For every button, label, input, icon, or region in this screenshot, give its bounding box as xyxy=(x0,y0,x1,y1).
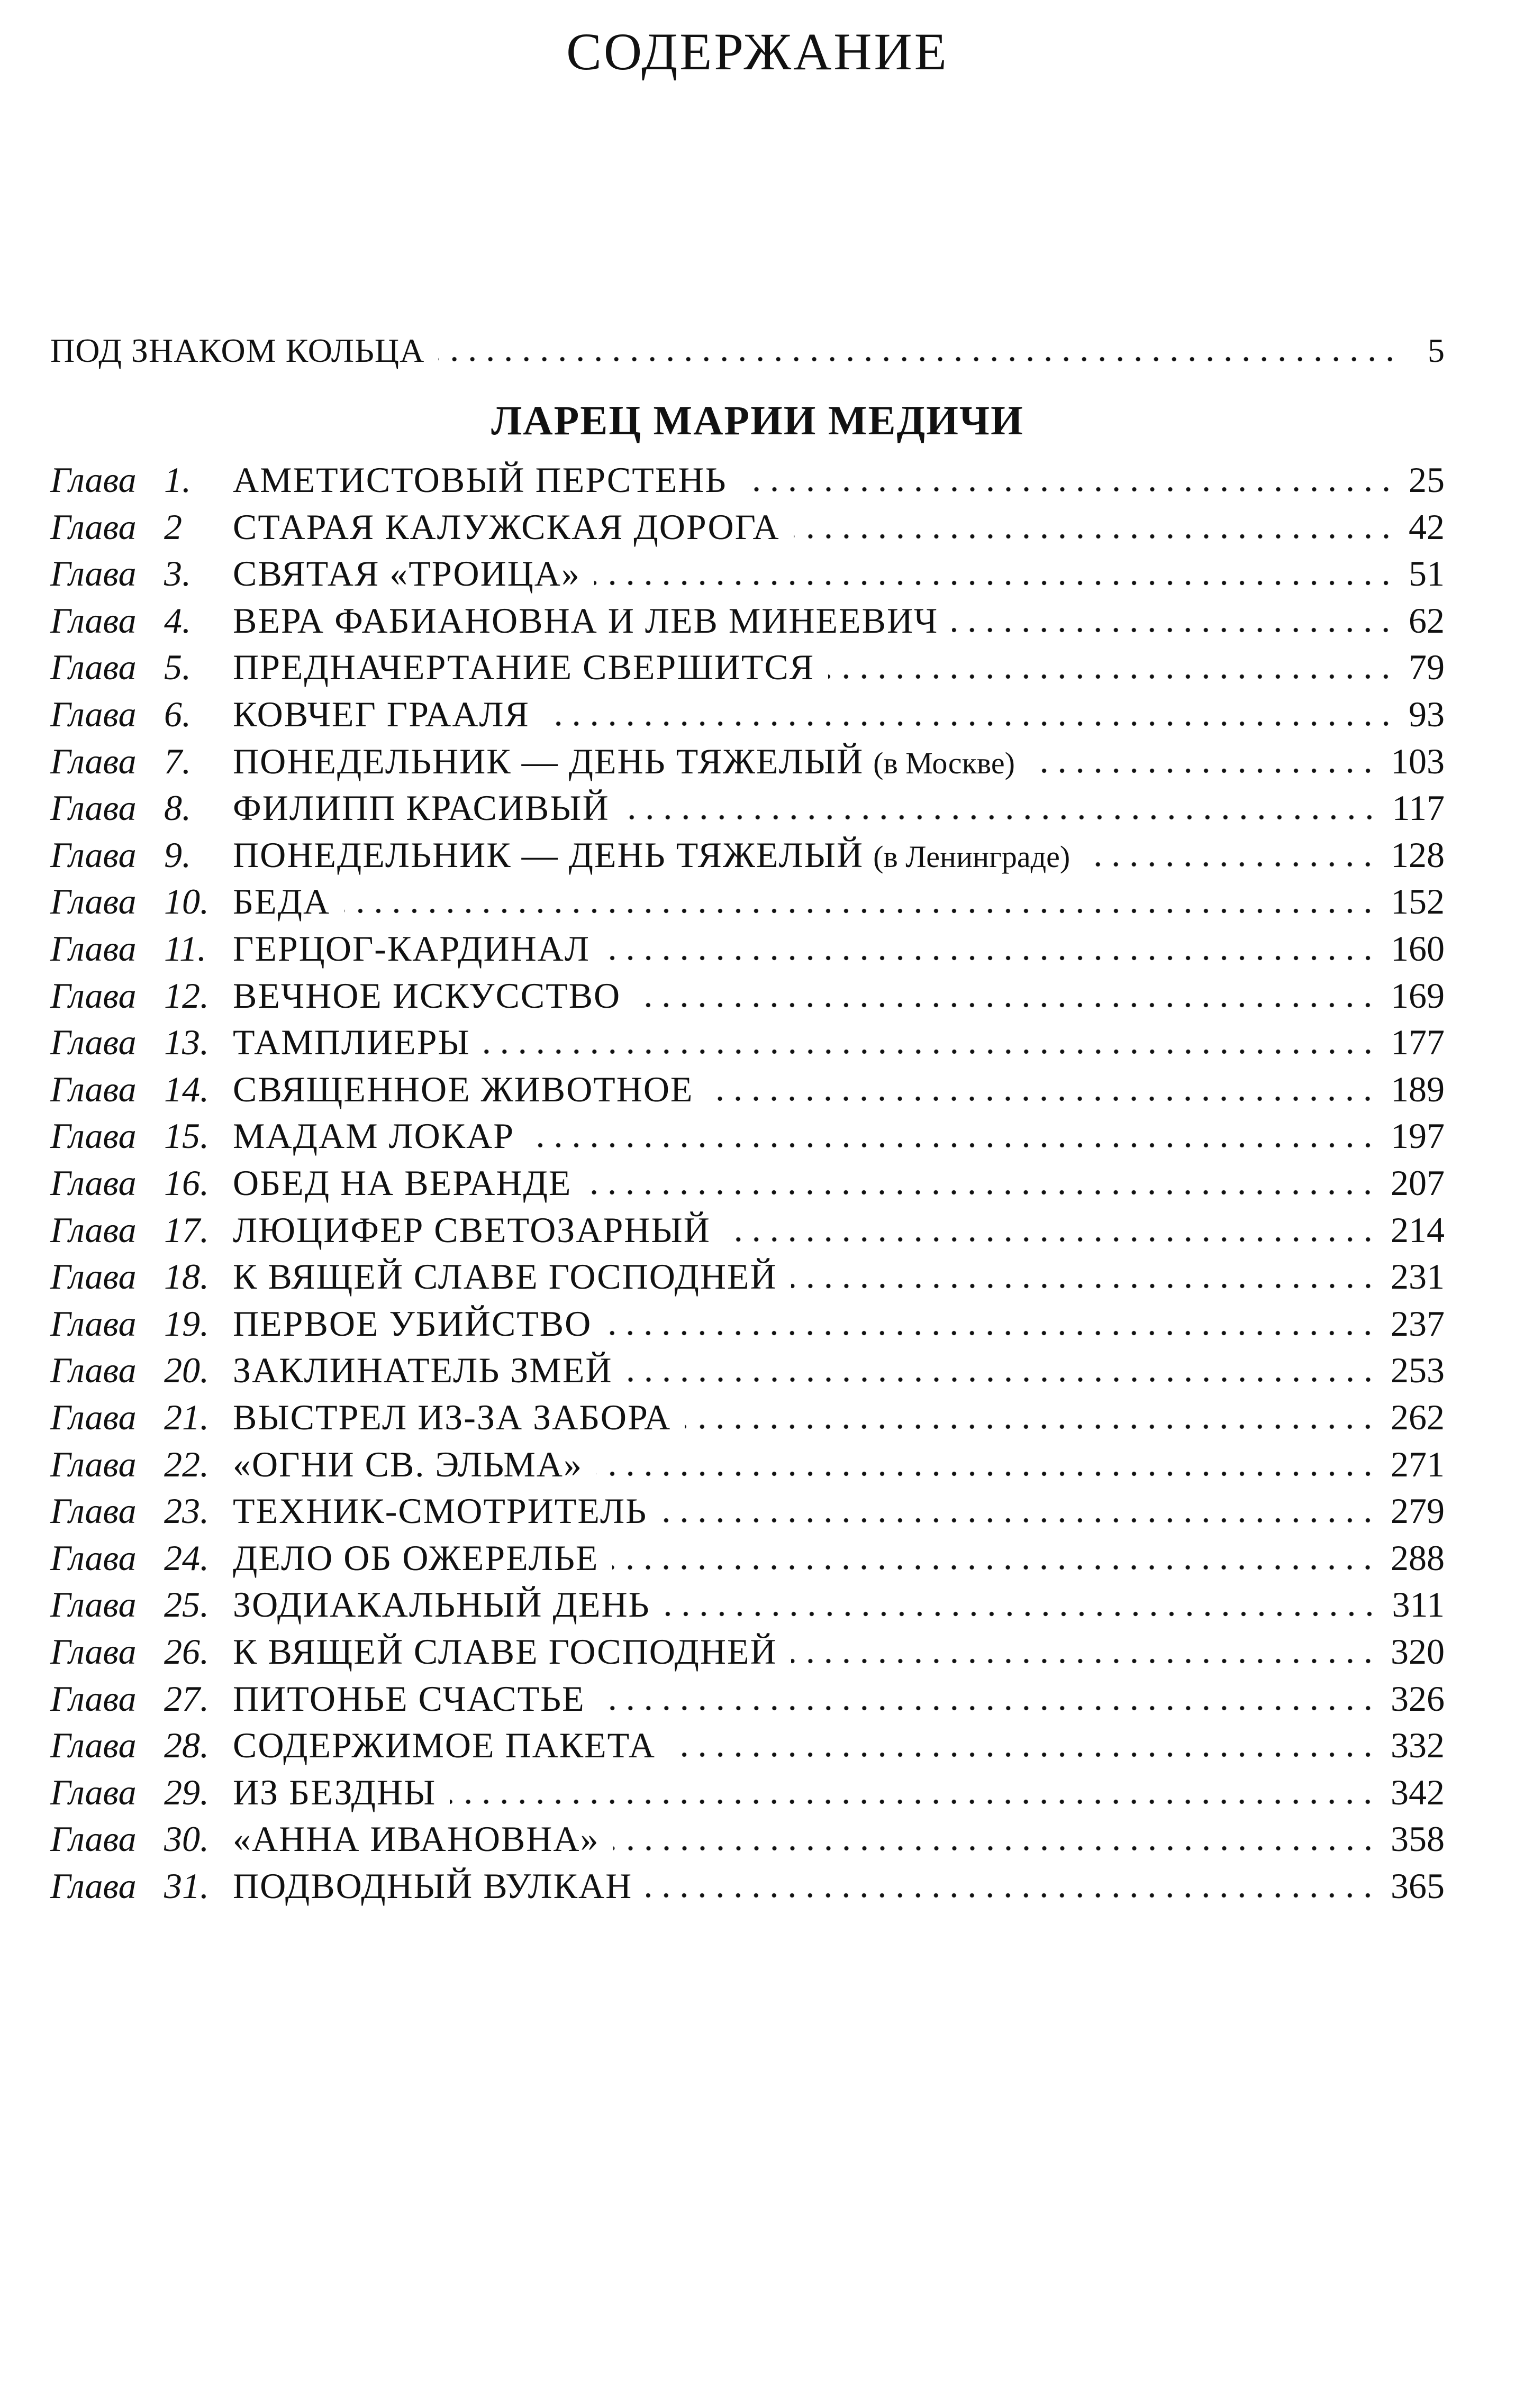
chapter-number: 4. xyxy=(164,600,191,641)
toc-entry-prelude[interactable] xyxy=(50,327,1445,375)
chapter-label xyxy=(50,1112,233,1160)
chapter-label xyxy=(50,1815,233,1863)
chapter-label xyxy=(50,1721,233,1769)
toc-entry-chapter[interactable] xyxy=(50,831,1445,881)
dot-leader xyxy=(484,1049,1377,1054)
toc-entry-chapter[interactable] xyxy=(50,550,1445,597)
toc-entry-chapter[interactable] xyxy=(50,1159,1445,1207)
toc-entry-chapter[interactable] xyxy=(50,503,1445,551)
chapter-number: 15. xyxy=(164,1116,209,1156)
page-number: 160 xyxy=(1391,928,1445,969)
toc-entry-chapter[interactable] xyxy=(50,1018,1445,1066)
chapter-title: МАДАМ ЛОКАР xyxy=(233,1116,515,1156)
toc-entry-chapter[interactable] xyxy=(50,1768,1445,1816)
chapter-word: Глава xyxy=(50,1584,137,1625)
chapter-title: АМЕТИСТОВЫЙ ПЕРСТЕНЬ xyxy=(233,460,727,500)
page-number: 326 xyxy=(1391,1678,1445,1719)
section-heading: ЛАРЕЦ МАРИИ МЕДИЧИ xyxy=(491,397,1024,443)
chapter-label xyxy=(50,1534,233,1582)
chapter-label xyxy=(50,1768,233,1816)
chapter-word: Глава xyxy=(50,834,137,875)
dot-leader xyxy=(661,1518,1377,1523)
dot-leader xyxy=(724,1237,1377,1242)
dot-leader xyxy=(646,1893,1377,1898)
chapter-word: Глава xyxy=(50,506,137,547)
dot-leader xyxy=(669,1752,1377,1757)
dot-leader xyxy=(543,721,1395,726)
toc-entry-chapter[interactable] xyxy=(50,456,1445,504)
dot-leader xyxy=(594,580,1395,586)
chapter-title: «АННА ИВАНОВНА» xyxy=(233,1819,600,1859)
chapter-label xyxy=(50,784,233,832)
chapter-label xyxy=(50,1440,233,1488)
page-number: 311 xyxy=(1392,1584,1445,1625)
chapter-label xyxy=(50,1018,233,1066)
chapter-number: 11. xyxy=(164,928,206,969)
chapter-title: КОВЧЕГ ГРААЛЯ xyxy=(233,694,530,734)
chapter-title: СТАРАЯ КАЛУЖСКАЯ ДОРОГА xyxy=(233,506,780,547)
chapter-label xyxy=(50,925,233,972)
chapter-word: Глава xyxy=(50,1866,137,1906)
page-number: 51 xyxy=(1409,553,1445,594)
chapter-word: Глава xyxy=(50,1022,137,1063)
chapter-number: 27. xyxy=(164,1678,209,1719)
page-number: 231 xyxy=(1391,1256,1445,1297)
entry-title: ПОД ЗНАКОМ КОЛЬЦА xyxy=(50,332,425,369)
page-number: 93 xyxy=(1409,694,1445,734)
chapter-title: ПИТОНЬЕ СЧАСТЬЕ xyxy=(233,1678,585,1719)
page-number: 320 xyxy=(1391,1631,1445,1672)
chapter-word: Глава xyxy=(50,1631,137,1672)
chapter-number: 23. xyxy=(164,1491,209,1531)
chapter-number: 24. xyxy=(164,1537,209,1578)
chapter-label xyxy=(50,503,233,551)
chapter-title: ФИЛИПП КРАСИВЫЙ xyxy=(233,788,610,828)
dot-leader xyxy=(596,1471,1377,1476)
page-number: 207 xyxy=(1391,1163,1445,1203)
toc-entry-chapter[interactable] xyxy=(50,597,1445,644)
toc-entry-chapter[interactable] xyxy=(50,643,1445,691)
page-number: 128 xyxy=(1391,834,1445,875)
toc-entry-chapter[interactable] xyxy=(50,1300,1445,1347)
chapter-number: 13. xyxy=(164,1022,209,1063)
dot-leader xyxy=(585,1190,1377,1195)
chapter-number: 7. xyxy=(164,741,191,781)
dot-leader xyxy=(685,1424,1377,1429)
dot-leader xyxy=(791,1283,1377,1289)
chapter-label xyxy=(50,737,233,785)
page-number: 103 xyxy=(1391,741,1445,781)
chapter-word: Глава xyxy=(50,1116,137,1156)
toc-entry-chapter[interactable] xyxy=(50,878,1445,925)
chapter-word: Глава xyxy=(50,928,137,969)
page-number: 177 xyxy=(1391,1022,1445,1063)
chapter-number: 17. xyxy=(164,1209,209,1250)
toc-entry-chapter[interactable] xyxy=(50,737,1445,787)
toc-entry-chapter[interactable] xyxy=(50,1112,1445,1160)
page-number: 262 xyxy=(1391,1397,1445,1437)
chapter-label xyxy=(50,1253,233,1300)
chapter-title: К ВЯЩЕЙ СЛАВЕ ГОСПОДНЕЙ xyxy=(233,1631,777,1672)
chapter-title: К ВЯЩЕЙ СЛАВЕ ГОСПОДНЕЙ xyxy=(233,1256,777,1297)
page-number: 197 xyxy=(1391,1116,1445,1156)
chapter-number: 30. xyxy=(164,1819,209,1859)
dot-leader xyxy=(450,1799,1377,1804)
toc-entry-chapter[interactable] xyxy=(50,925,1445,972)
chapter-number: 16. xyxy=(164,1163,209,1203)
dot-leader xyxy=(1029,768,1377,773)
page-number: 214 xyxy=(1391,1209,1445,1250)
chapter-word: Глава xyxy=(50,600,137,641)
page-number: 152 xyxy=(1391,881,1445,922)
chapter-label xyxy=(50,1065,233,1113)
chapter-number: 14. xyxy=(164,1069,209,1109)
chapter-number: 28. xyxy=(164,1725,209,1766)
page-number: 288 xyxy=(1391,1537,1445,1578)
chapter-number: 10. xyxy=(164,881,209,922)
chapter-label xyxy=(50,456,233,504)
chapter-label xyxy=(50,1581,233,1628)
chapter-title: ПРЕДНАЧЕРТАНИЕ СВЕРШИТСЯ xyxy=(233,647,815,688)
page-number: 169 xyxy=(1391,975,1445,1016)
chapter-number: 6. xyxy=(164,694,191,734)
page-number: 42 xyxy=(1409,506,1445,547)
chapter-title: СОДЕРЖИМОЕ ПАКЕТА xyxy=(233,1725,656,1766)
toc-entry-chapter[interactable] xyxy=(50,1346,1445,1394)
page-number: 358 xyxy=(1391,1819,1445,1859)
dot-leader xyxy=(664,1611,1378,1617)
toc-entry-chapter[interactable] xyxy=(50,1675,1445,1722)
page-number: 189 xyxy=(1391,1069,1445,1109)
chapter-title: ИЗ БЕЗДНЫ xyxy=(233,1772,437,1812)
chapter-label xyxy=(50,1300,233,1347)
dot-leader xyxy=(528,1143,1377,1148)
chapter-label xyxy=(50,1487,233,1535)
chapter-word: Глава xyxy=(50,881,137,922)
toc-entry-chapter[interactable] xyxy=(50,1440,1445,1488)
chapter-word: Глава xyxy=(50,1209,137,1250)
toc-entry-chapter[interactable] xyxy=(50,690,1445,738)
chapter-note: (в Ленинграде) xyxy=(873,839,1071,874)
toc-entry-chapter[interactable] xyxy=(50,1253,1445,1300)
chapter-label xyxy=(50,831,233,879)
page-number: 342 xyxy=(1391,1772,1445,1812)
toc-entry-chapter[interactable] xyxy=(50,1393,1445,1441)
page-number: 332 xyxy=(1391,1725,1445,1766)
dot-leader xyxy=(604,955,1377,961)
chapter-label xyxy=(50,1159,233,1207)
chapter-title: ВЫСТРЕЛ ИЗ-ЗА ЗАБОРА xyxy=(233,1397,672,1437)
dot-leader xyxy=(612,1565,1377,1570)
chapter-label xyxy=(50,643,233,691)
chapter-word: Глава xyxy=(50,741,137,781)
chapter-label xyxy=(50,1393,233,1441)
dot-leader xyxy=(438,357,1399,362)
chapter-title: ПОДВОДНЫЙ ВУЛКАН xyxy=(233,1866,633,1906)
toc-entry-chapter[interactable] xyxy=(50,1065,1445,1113)
chapter-word: Глава xyxy=(50,1819,137,1859)
page-number: 62 xyxy=(1409,600,1445,641)
toc-entry-chapter[interactable] xyxy=(50,972,1445,1019)
chapter-word: Глава xyxy=(50,1350,137,1391)
chapter-word: Глава xyxy=(50,553,137,594)
chapter-label xyxy=(50,1675,233,1722)
chapter-number: 5. xyxy=(164,647,191,688)
chapter-label xyxy=(50,1628,233,1675)
chapter-word: Глава xyxy=(50,460,137,500)
page-number: 365 xyxy=(1391,1866,1445,1906)
dot-leader xyxy=(613,1846,1377,1851)
chapter-label xyxy=(50,972,233,1019)
page-number: 279 xyxy=(1391,1491,1445,1531)
dot-leader xyxy=(605,1330,1377,1336)
chapter-word: Глава xyxy=(50,1397,137,1437)
chapter-number: 29. xyxy=(164,1772,209,1812)
chapter-number: 22. xyxy=(164,1444,209,1484)
dot-leader xyxy=(599,1705,1377,1711)
chapter-number: 9. xyxy=(164,834,191,875)
dot-leader xyxy=(794,534,1395,539)
toc-entry-chapter[interactable] xyxy=(50,1721,1445,1769)
chapter-word: Глава xyxy=(50,1772,137,1812)
chapter-word: Глава xyxy=(50,1163,137,1203)
chapter-note: (в Москве) xyxy=(873,745,1015,780)
chapter-number: 19. xyxy=(164,1303,209,1344)
toc-entry-chapter[interactable] xyxy=(50,1487,1445,1535)
chapter-title: ВЕРА ФАБИАНОВНА И ЛЕВ МИНЕЕВИЧ xyxy=(233,600,939,641)
chapter-title: «ОГНИ СВ. ЭЛЬМА» xyxy=(233,1444,583,1484)
chapter-title: ТЕХНИК-СМОТРИТЕЛЬ xyxy=(233,1491,648,1531)
chapter-number: 3. xyxy=(164,553,191,594)
chapter-word: Глава xyxy=(50,1444,137,1484)
chapter-title: СВЯТАЯ «ТРОИЦА» xyxy=(233,553,580,594)
chapter-title: БЕДА xyxy=(233,881,331,922)
chapter-title: ВЕЧНОЕ ИСКУССТВО xyxy=(233,975,621,1016)
chapter-number: 20. xyxy=(164,1350,209,1391)
chapter-number: 18. xyxy=(164,1256,209,1297)
dot-leader xyxy=(791,1658,1377,1664)
dot-leader xyxy=(623,815,1378,820)
dot-leader xyxy=(634,1002,1377,1008)
chapter-title: ТАМПЛИЕРЫ xyxy=(233,1022,470,1063)
chapter-title: ГЕРЦОГ-КАРДИНАЛ xyxy=(233,928,590,969)
chapter-word: Глава xyxy=(50,1537,137,1578)
chapter-label xyxy=(50,1862,233,1910)
chapter-word: Глава xyxy=(50,1256,137,1297)
dot-leader xyxy=(707,1096,1377,1101)
dot-leader xyxy=(627,1377,1377,1382)
page-number: 79 xyxy=(1409,647,1445,688)
chapter-word: Глава xyxy=(50,975,137,1016)
chapter-title: ПОНЕДЕЛЬНИК — ДЕНЬ ТЯЖЕЛЫЙ xyxy=(233,834,864,875)
page-number: 237 xyxy=(1391,1303,1445,1344)
chapter-number: 21. xyxy=(164,1397,209,1437)
chapter-number: 12. xyxy=(164,975,209,1016)
chapter-title: ПЕРВОЕ УБИЙСТВО xyxy=(233,1303,592,1344)
chapter-number: 26. xyxy=(164,1631,209,1672)
chapter-title: ЗОДИАКАЛЬНЫЙ ДЕНЬ xyxy=(233,1584,650,1625)
chapter-number: 1. xyxy=(164,460,191,500)
toc-entry-chapter[interactable] xyxy=(50,1581,1445,1628)
chapter-word: Глава xyxy=(50,1491,137,1531)
dot-leader xyxy=(828,674,1395,679)
chapter-title: ПОНЕДЕЛЬНИК — ДЕНЬ ТЯЖЕЛЫЙ xyxy=(233,741,864,781)
chapter-label xyxy=(50,1346,233,1394)
chapter-title: ЛЮЦИФЕР СВЕТОЗАРНЫЙ xyxy=(233,1209,711,1250)
chapter-word: Глава xyxy=(50,1069,137,1109)
chapter-title: ДЕЛО ОБ ОЖЕРЕЛЬЕ xyxy=(233,1537,599,1578)
toc-entry-chapter[interactable] xyxy=(50,1206,1445,1254)
chapter-label xyxy=(50,1206,233,1254)
toc-entry-chapter[interactable] xyxy=(50,784,1445,832)
page-number: 5 xyxy=(1428,332,1445,369)
toc-entry-chapter[interactable] xyxy=(50,1815,1445,1863)
page-number: 253 xyxy=(1391,1350,1445,1391)
chapter-number: 2 xyxy=(164,506,182,547)
chapter-title: ОБЕД НА ВЕРАНДЕ xyxy=(233,1163,572,1203)
toc-entry-chapter[interactable] xyxy=(50,1862,1445,1910)
chapter-title: ЗАКЛИНАТЕЛЬ ЗМЕЙ xyxy=(233,1350,613,1391)
chapter-word: Глава xyxy=(50,694,137,734)
chapter-word: Глава xyxy=(50,788,137,828)
chapter-number: 25. xyxy=(164,1584,209,1625)
chapter-title: СВЯЩЕННОЕ ЖИВОТНОЕ xyxy=(233,1069,694,1109)
dot-leader xyxy=(952,627,1395,633)
chapter-label xyxy=(50,690,233,738)
page-number: 271 xyxy=(1391,1444,1445,1484)
chapter-word: Глава xyxy=(50,1303,137,1344)
toc-entry-chapter[interactable] xyxy=(50,1628,1445,1675)
page-title: СОДЕРЖАНИЕ xyxy=(566,22,949,81)
chapter-word: Глава xyxy=(50,1725,137,1766)
chapter-label xyxy=(50,550,233,597)
toc-entry-chapter[interactable] xyxy=(50,1534,1445,1582)
chapter-number: 8. xyxy=(164,788,191,828)
chapter-label xyxy=(50,878,233,925)
dot-leader xyxy=(741,487,1395,492)
chapter-label xyxy=(50,597,233,644)
chapter-number: 31. xyxy=(164,1866,209,1906)
dot-leader xyxy=(1084,862,1377,867)
chapter-word: Глава xyxy=(50,647,137,688)
page-number: 25 xyxy=(1409,460,1445,500)
chapter-word: Глава xyxy=(50,1678,137,1719)
dot-leader xyxy=(344,908,1377,914)
page-number: 117 xyxy=(1392,788,1445,828)
